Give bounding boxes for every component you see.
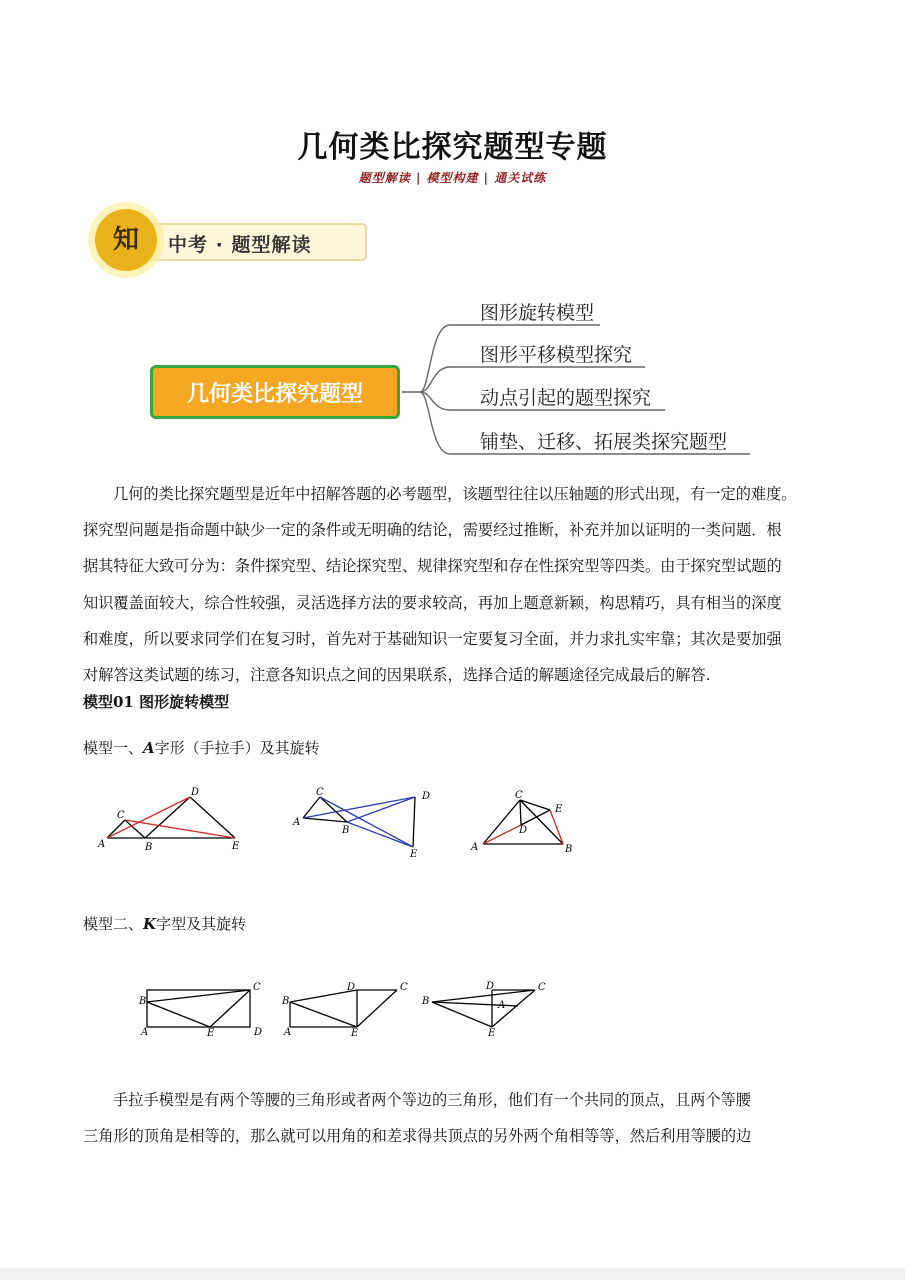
svg-text:B: B — [145, 842, 153, 853]
svg-text:E: E — [488, 1028, 496, 1039]
svg-text:B: B — [139, 996, 147, 1007]
svg-text:D: D — [254, 1027, 263, 1038]
mindmap-branch-translation: 图形平移模型探究 — [480, 344, 633, 366]
intro-line: 知识覆盖面较大，综合性较强，灵活选择方法的要求较高，再加上题意新颖，构思精巧，具有相当的深度 — [83, 593, 782, 612]
svg-text:D: D — [191, 787, 200, 798]
model-two-label: 模型二、K字型及其旋转 — [83, 915, 247, 933]
badge-label: 中考 · 题型解读 — [168, 234, 312, 256]
svg-text:C: C — [117, 810, 125, 821]
intro-paragraph — [83, 476, 835, 693]
svg-text:E: E — [410, 849, 418, 860]
svg-text:C: C — [316, 787, 324, 798]
svg-text:E: E — [555, 804, 563, 815]
page-bottom-edge — [0, 1268, 905, 1280]
model-one-label: 模型一、A字形（手拉手）及其旋转 — [83, 739, 320, 757]
closing-paragraph — [83, 1082, 835, 1154]
figure-k-shape-2 — [280, 980, 415, 1040]
svg-text:D: D — [486, 981, 495, 992]
svg-text:C: C — [515, 790, 523, 801]
figure-a-shape-1 — [95, 785, 255, 855]
svg-text:E: E — [207, 1028, 215, 1039]
svg-text:C: C — [253, 982, 261, 993]
page-title: 几何类比探究题型专题 — [297, 130, 608, 165]
svg-text:D: D — [347, 982, 356, 993]
section-heading: 模型01 图形旋转模型 — [83, 693, 230, 711]
closing-line: 三角形的顶角是相等的，那么就可以用角的和差求得共顶点的另外两个角相等等，然后利用等腰的边 — [83, 1127, 752, 1146]
page-subtitle: 题型解读 | 模型构建 | 通关试练 — [358, 171, 547, 185]
svg-text:B: B — [342, 825, 350, 836]
svg-text:C: C — [400, 982, 408, 993]
svg-text:A: A — [141, 1027, 149, 1038]
mindmap-branch-rotation: 图形旋转模型 — [480, 302, 595, 324]
svg-text:B: B — [565, 844, 573, 855]
intro-line: 几何的类比探究题型是近年中招解答题的必考题型，该题型往往以压轴题的形式出现，有一定的难度。 — [113, 485, 797, 503]
svg-text:E: E — [351, 1028, 359, 1039]
mindmap-root: 几何类比探究题型 — [150, 365, 400, 419]
intro-line: 探究型问题是指命题中缺少一定的条件或无明确的结论，需要经过推断，补充并加以证明的一类问题．根 — [83, 521, 782, 540]
figure-k-shape-3 — [420, 980, 555, 1040]
svg-text:A: A — [98, 839, 106, 850]
svg-text:C: C — [538, 982, 546, 993]
svg-text:A: A — [498, 1000, 506, 1011]
intro-line: 据其特征大致可分为：条件探究型、结论探究型、规律探究型和存在性探究型等四类。由于探究型试题的 — [83, 557, 782, 576]
figure-k-shape-1 — [133, 980, 268, 1040]
figure-a-shape-2 — [285, 785, 445, 865]
svg-text:A: A — [471, 842, 479, 853]
svg-text:D: D — [422, 791, 431, 802]
badge-character: 知 — [112, 225, 139, 255]
svg-text:D: D — [519, 825, 528, 836]
svg-text:B: B — [282, 996, 290, 1007]
intro-line: 和难度，所以要求同学们在复习时，首先对于基础知识一定要复习全面，并力求扎实牢靠；其次是要加强 — [83, 629, 782, 648]
svg-text:B: B — [422, 996, 430, 1007]
svg-text:A: A — [293, 817, 301, 828]
closing-line: 手拉手模型是有两个等腰的三角形或者两个等边的三角形，他们有一个共同的顶点，且两个等腰 — [113, 1091, 751, 1109]
svg-text:E: E — [232, 841, 240, 852]
intro-line: 对解答这类试题的练习，注意各知识点之间的因果联系，选择合适的解题途径完成最后的解答. — [83, 666, 711, 685]
mindmap-branch-extension: 铺垫、迁移、拓展类探究题型 — [480, 431, 728, 453]
svg-text:A: A — [284, 1027, 292, 1038]
figure-a-shape-3 — [465, 790, 585, 860]
mindmap-branch-moving-point: 动点引起的题型探究 — [480, 387, 652, 409]
